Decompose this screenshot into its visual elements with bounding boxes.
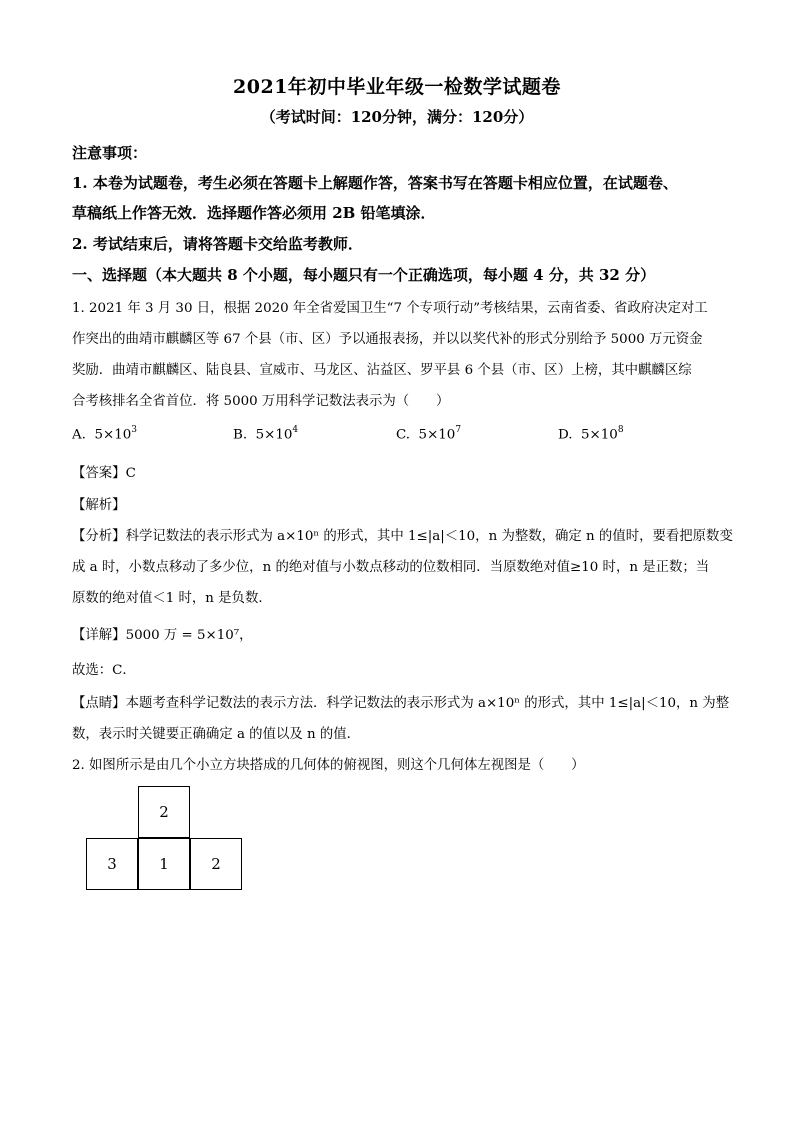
- answer-line: [72, 462, 136, 481]
- q1-option-b: B. $5\times 10^4$: [233, 425, 299, 443]
- grid-cell-center: 1: [138, 838, 190, 890]
- dianjing-line-1: 【点睛】本题考查科学记数法的表示方法．科学记数法的表示形式为 a×10ⁿ 的形式，其中 1≤|a|＜10，n 为整: [72, 696, 730, 711]
- xiangjie-line: 【详解】5000 万 = 5×10⁷，: [72, 628, 253, 643]
- xiangjie-tag: 【详解】: [72, 628, 126, 643]
- q1-option-a: A. $5\times 10^3$: [72, 425, 137, 443]
- q1-text-line-1: 1. 2021 年 3 月 30 日，根据 2020 年全省爱国卫生“7 个专项行动”考核结果，云南省委、省政府决定对工: [72, 301, 708, 316]
- q1-text-line-2: 作突出的曲靖市麒麟区等 67 个县（市、区）予以通报表扬，并以以奖代补的形式分别给予 5000 万元资金: [72, 332, 703, 347]
- page-subtitle: （考试时间：120分钟，满分：120分）: [260, 108, 534, 126]
- fenxi-line-1: 【分析】科学记数法的表示形式为 a×10ⁿ 的形式，其中 1≤|a|＜10，n 为整数，确定 n 的值时，要看把原数变: [72, 529, 733, 544]
- q2-text: 2. 如图所示是由几个小立方块搭成的几何体的俯视图，则这个几何体左视图是（ ）: [72, 758, 585, 773]
- choose-line: 故选：C．: [72, 663, 136, 678]
- answer-value: C: [125, 466, 136, 481]
- fenxi-line-2: 成 a 时，小数点移动了多少位，n 的绝对值与小数点移动的位数相同．当原数绝对值≥10 时，n 是正数；当: [72, 560, 710, 575]
- note-1-line-2: 草稿纸上作答无效．选择题作答必须用 2B 铅笔填涂．: [72, 204, 436, 222]
- grid-cell-right: 2: [190, 838, 242, 890]
- fenxi-line-3: 原数的绝对值＜1 时，n 是负数．: [72, 591, 272, 606]
- answer-tag: 【答案】: [72, 466, 126, 481]
- note-2: 2. 考试结束后，请将答题卡交给监考教师．: [72, 235, 363, 253]
- dianjing-line-2: 数，表示时关键要正确确定 a 的值以及 n 的值．: [72, 727, 361, 742]
- page-title: 2021年初中毕业年级一检数学试题卷: [233, 76, 561, 98]
- q1-option-c: C. $5\times 10^7$: [396, 425, 462, 443]
- fenxi-tag: 【分析】: [72, 529, 126, 544]
- dianjing-tag: 【点睛】: [72, 696, 126, 711]
- note-1-line-1: 1. 本卷为试题卷，考生必须在答题卡上解题作答，答案书写在答题卡相应位置，在试题卷、: [72, 174, 678, 192]
- grid-cell-top: 2: [138, 786, 190, 838]
- q1-option-d: D. $5\times 10^8$: [558, 425, 624, 443]
- section-1-heading: 一、选择题（本大题共 8 个小题，每小题只有一个正确选项，每小题 4 分，共 32 分）: [72, 266, 656, 284]
- grid-cell-left: 3: [86, 838, 138, 890]
- analysis-tag: 【解析】: [72, 498, 126, 513]
- notes-heading: 注意事项：: [72, 144, 148, 162]
- q1-text-line-4: 合考核排名全省首位．将 5000 万用科学记数法表示为（ ）: [72, 394, 450, 409]
- top-view-figure: [86, 786, 246, 892]
- q1-text-line-3: 奖励．曲靖市麒麟区、陆良县、宣威市、马龙区、沾益区、罗平县 6 个县（市、区）上榜，其中麒麟区综: [72, 363, 692, 378]
